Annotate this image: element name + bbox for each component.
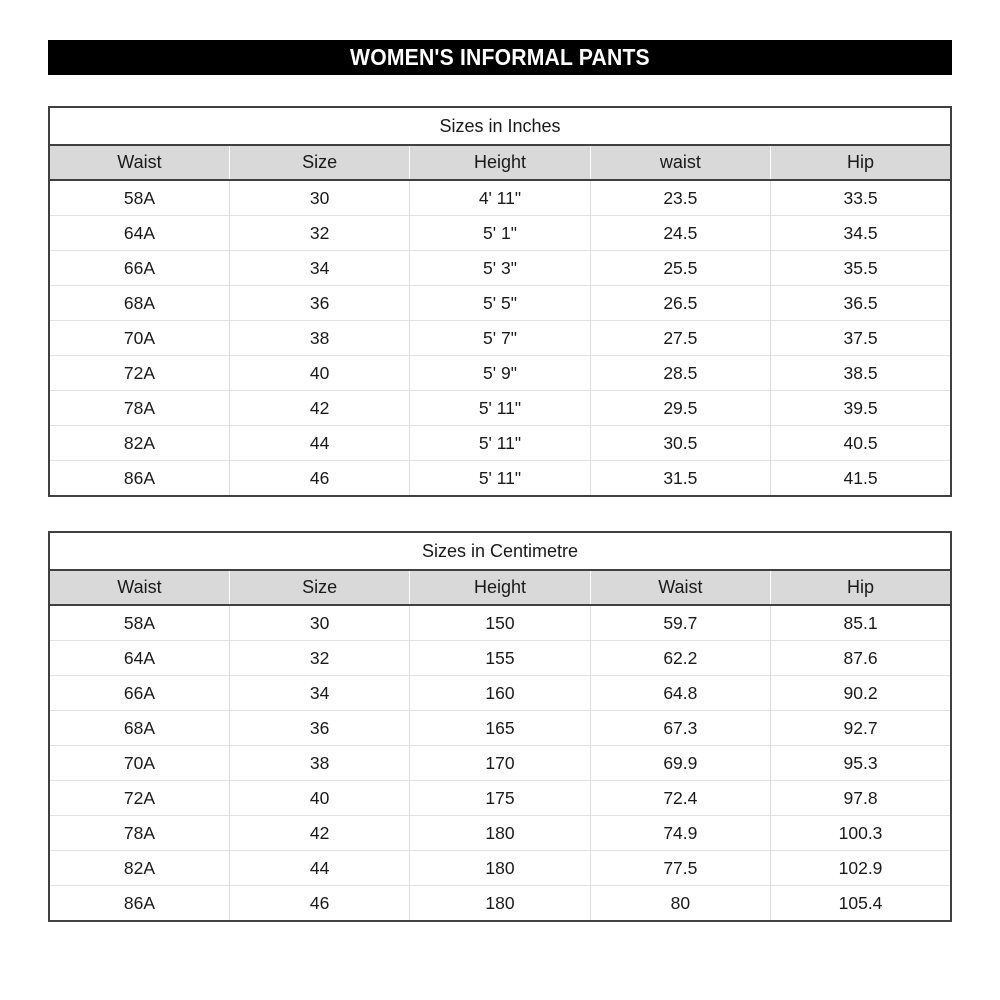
table-cell: 170	[410, 746, 590, 781]
column-header-waist: Waist	[590, 570, 770, 605]
table-cell: 34	[229, 676, 409, 711]
table-cell: 5' 11"	[410, 461, 590, 497]
table-row	[49, 426, 951, 461]
table-cell: 86A	[49, 461, 229, 497]
table-cell: 150	[410, 605, 590, 641]
table-cell: 44	[229, 851, 409, 886]
table-cell: 66A	[49, 676, 229, 711]
table-cell: 180	[410, 886, 590, 922]
table-row	[49, 851, 951, 886]
column-header-height: Height	[410, 145, 590, 180]
table-row	[49, 676, 951, 711]
table-cell: 72A	[49, 356, 229, 391]
table-row	[49, 216, 951, 251]
table-cell: 42	[229, 816, 409, 851]
table-cell: 68A	[49, 286, 229, 321]
table-cell: 59.7	[590, 605, 770, 641]
table-row	[49, 321, 951, 356]
table-cell: 5' 9"	[410, 356, 590, 391]
table-cell: 31.5	[590, 461, 770, 497]
table-cell: 64.8	[590, 676, 770, 711]
table-cell: 36.5	[771, 286, 951, 321]
table-title-row	[49, 532, 951, 570]
table-row	[49, 251, 951, 286]
table-cell: 40.5	[771, 426, 951, 461]
table-cell: 165	[410, 711, 590, 746]
table-cell: 155	[410, 641, 590, 676]
table-cell: 58A	[49, 605, 229, 641]
table-cell: 28.5	[590, 356, 770, 391]
table-row	[49, 816, 951, 851]
table-row	[49, 711, 951, 746]
table-cell: 78A	[49, 391, 229, 426]
table-cell: 40	[229, 356, 409, 391]
table-cell: 38.5	[771, 356, 951, 391]
table-cell: 5' 3"	[410, 251, 590, 286]
table-cell: 38	[229, 321, 409, 356]
table-cell: 46	[229, 461, 409, 497]
title-banner	[48, 40, 952, 75]
column-header-hip: Hip	[771, 570, 951, 605]
table-cell: 77.5	[590, 851, 770, 886]
table-title-row	[49, 107, 951, 145]
table-cell: 69.9	[590, 746, 770, 781]
table-cell: 32	[229, 641, 409, 676]
table-cell: 5' 5"	[410, 286, 590, 321]
table-row	[49, 605, 951, 641]
table-cell: 180	[410, 851, 590, 886]
column-header-size: Size	[229, 570, 409, 605]
table-cell: 62.2	[590, 641, 770, 676]
table-cell: 100.3	[771, 816, 951, 851]
table-cell: 4' 11"	[410, 180, 590, 216]
table-cell: 30.5	[590, 426, 770, 461]
table-cell: 70A	[49, 746, 229, 781]
table-cell: 102.9	[771, 851, 951, 886]
table-cell: 95.3	[771, 746, 951, 781]
table-cell: 85.1	[771, 605, 951, 641]
table-cell: 25.5	[590, 251, 770, 286]
table-title: Sizes in Centimetre	[49, 532, 951, 570]
table-cell: 82A	[49, 426, 229, 461]
table-cell: 41.5	[771, 461, 951, 497]
table-cell: 68A	[49, 711, 229, 746]
table-cell: 64A	[49, 216, 229, 251]
table-cell: 34	[229, 251, 409, 286]
table-cell: 39.5	[771, 391, 951, 426]
column-header-hip: Hip	[771, 145, 951, 180]
table-cell: 27.5	[590, 321, 770, 356]
table-row	[49, 461, 951, 497]
table-cell: 29.5	[590, 391, 770, 426]
table-cell: 72.4	[590, 781, 770, 816]
table-cell: 42	[229, 391, 409, 426]
table-cell: 32	[229, 216, 409, 251]
page-title: WOMEN'S INFORMAL PANTS	[350, 44, 650, 70]
table-cell: 5' 1"	[410, 216, 590, 251]
column-header-waist: Waist	[49, 145, 229, 180]
table-cell: 160	[410, 676, 590, 711]
table-cell: 58A	[49, 180, 229, 216]
table-row	[49, 356, 951, 391]
table-row	[49, 781, 951, 816]
table-cell: 90.2	[771, 676, 951, 711]
table-cell: 34.5	[771, 216, 951, 251]
table-row	[49, 391, 951, 426]
table-cell: 5' 7"	[410, 321, 590, 356]
table-cell: 33.5	[771, 180, 951, 216]
table-cell: 180	[410, 816, 590, 851]
table-cell: 40	[229, 781, 409, 816]
table-cell: 78A	[49, 816, 229, 851]
table-row	[49, 746, 951, 781]
table-cell: 67.3	[590, 711, 770, 746]
table-cell: 36	[229, 286, 409, 321]
table-cell: 24.5	[590, 216, 770, 251]
table-cell: 26.5	[590, 286, 770, 321]
table-cell: 66A	[49, 251, 229, 286]
table-cell: 70A	[49, 321, 229, 356]
table-row	[49, 286, 951, 321]
table-cell: 46	[229, 886, 409, 922]
table-cell: 64A	[49, 641, 229, 676]
table-cell: 30	[229, 605, 409, 641]
table-cell: 44	[229, 426, 409, 461]
table-header-row	[49, 145, 951, 180]
table-cell: 36	[229, 711, 409, 746]
table-row	[49, 180, 951, 216]
table-cell: 92.7	[771, 711, 951, 746]
table-cell: 37.5	[771, 321, 951, 356]
table-header-row	[49, 570, 951, 605]
column-header-size: Size	[229, 145, 409, 180]
column-header-waist: Waist	[49, 570, 229, 605]
table-row	[49, 886, 951, 922]
sizes-in-centimetre-table	[48, 531, 952, 922]
table-cell: 80	[590, 886, 770, 922]
table-cell: 23.5	[590, 180, 770, 216]
table-cell: 5' 11"	[410, 391, 590, 426]
table-cell: 97.8	[771, 781, 951, 816]
table-cell: 30	[229, 180, 409, 216]
table-cell: 82A	[49, 851, 229, 886]
table-cell: 74.9	[590, 816, 770, 851]
table-cell: 38	[229, 746, 409, 781]
sizes-in-inches-table	[48, 106, 952, 497]
table-cell: 87.6	[771, 641, 951, 676]
table-cell: 86A	[49, 886, 229, 922]
column-header-waist: waist	[590, 145, 770, 180]
table-cell: 175	[410, 781, 590, 816]
table-row	[49, 641, 951, 676]
table-cell: 5' 11"	[410, 426, 590, 461]
table-cell: 105.4	[771, 886, 951, 922]
column-header-height: Height	[410, 570, 590, 605]
table-title: Sizes in Inches	[49, 107, 951, 145]
table-cell: 35.5	[771, 251, 951, 286]
table-cell: 72A	[49, 781, 229, 816]
